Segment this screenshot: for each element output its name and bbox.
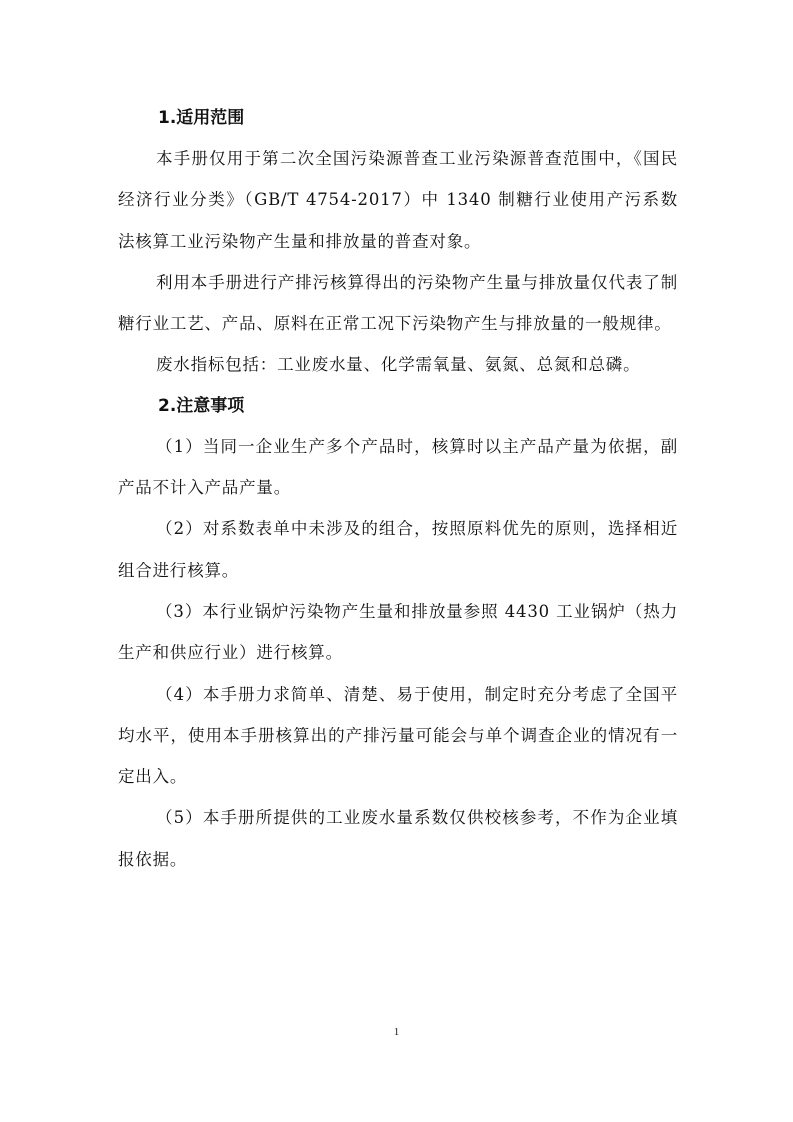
page-number: 1 — [393, 1026, 400, 1038]
paragraph-note-2: （2）对系数表单中未涉及的组合，按照原料优先的原则，选择相近组合进行核算。 — [118, 519, 678, 580]
paragraph-scope-3: 废水指标包括：工业废水量、化学需氧量、氨氮、总氮和总磷。 — [156, 355, 641, 375]
document-body — [118, 98, 678, 880]
section-heading-scope: 1.适用范围 — [158, 108, 245, 128]
paragraph-scope-2: 利用本手册进行产排污核算得出的污染物产生量与排放量仅代表了制糖行业工艺、产品、原料在正常工况下污染物产生与排放量的一般规律。 — [118, 272, 678, 334]
paragraph-note-4: （4）本手册力求简单、清楚、易于使用，制定时充分考虑了全国平均水平，使用本手册核算出的产排污量可能会与单个调查企业的情况有一定出入。 — [118, 684, 678, 787]
paragraph-note-1: （1）当同一企业生产多个产品时，核算时以主产品产量为依据，副产品不计入产品产量。 — [118, 436, 678, 498]
paragraph-scope-1: 本手册仅用于第二次全国污染源普查工业污染源普查范围中，《国民经济行业分类》（GB/T 4754-2017）中 1340 制糖行业使用产污系数法核算工业污染物产生量和排放量的普查对象。 — [118, 149, 678, 251]
section-heading-notes: 2.注意事项 — [158, 395, 245, 416]
paragraph-note-3: （3）本行业锅炉污染物产生量和排放量参照 4430 工业锅炉（热力生产和供应行业）进行核算。 — [118, 601, 678, 663]
paragraph-note-5: （5）本手册所提供的工业废水量系数仅供校核参考，不作为企业填报依据。 — [118, 808, 678, 869]
